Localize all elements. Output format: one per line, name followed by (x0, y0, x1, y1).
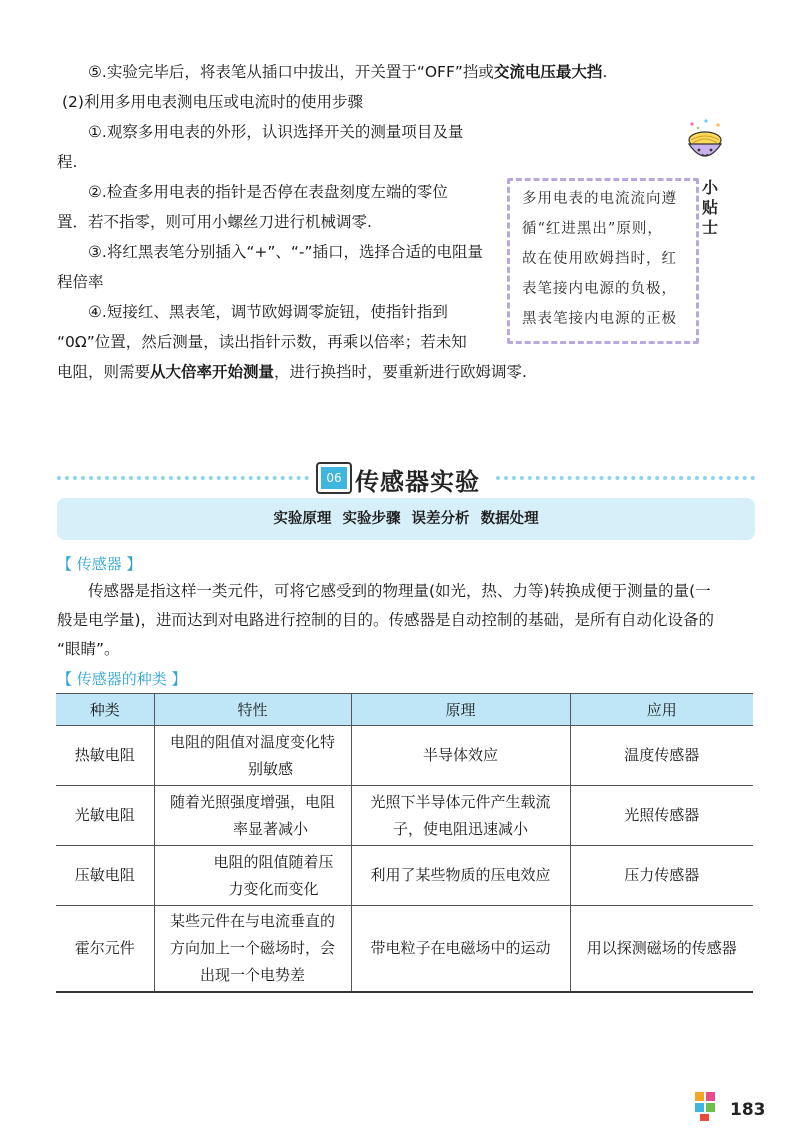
cell-use: 用以探测磁场的传感器 (570, 906, 753, 993)
step4-line3 (57, 362, 527, 382)
subheading-voltage-current: (2)利用多用电表测电压或电流时的使用步骤 (62, 93, 363, 111)
section-divider-right (496, 476, 755, 480)
cell-feature: 某些元件在与电流垂直的 方向加上一个磁场时，会 出现一个电势差 (154, 906, 351, 993)
header-principle: 原理 (351, 694, 570, 726)
publisher-logo-icon (691, 1090, 721, 1122)
tip-line-4: 表笔接内电源的负极， (522, 281, 677, 297)
section-title: 传感器实验 (355, 468, 480, 496)
cell-principle: 利用了某些物质的压电效应 (351, 846, 570, 906)
cell-type: 霍尔元件 (56, 906, 154, 993)
sensor-types-table (56, 693, 753, 993)
sensor-para-line3: “眼睛”。 (57, 640, 120, 658)
cell-feature: 电阻的阻值对温度变化特 别敏感 (154, 726, 351, 786)
mascot-bowl-icon (684, 118, 726, 170)
cell-type: 压敏电阻 (56, 846, 154, 906)
step4-text: 电阻，则需要 (57, 363, 151, 381)
step4-end: ，进行换挡时，要重新进行欧姆调零. (274, 363, 527, 381)
section-number-badge (316, 462, 352, 494)
cell-use: 压力传感器 (570, 846, 753, 906)
section-divider-left (57, 476, 309, 480)
table-row (56, 786, 753, 846)
step4-line2: “0Ω”位置，然后测量，读出指针示数，再乘以倍率；若未知 (57, 333, 467, 351)
cell-principle: 带电粒子在电磁场中的运动 (351, 906, 570, 993)
tip-line-5: 黑表笔接内电源的正极 (522, 311, 677, 327)
table-row (56, 726, 753, 786)
step4-bold: 从大倍率开始测量 (150, 363, 275, 381)
step3-line1: ③.将红黑表笔分别插入“+”、“-”插口，选择合适的电阻量 (88, 243, 484, 261)
step3-line2: 程倍率 (57, 273, 104, 291)
cell-type: 热敏电阻 (56, 726, 154, 786)
step5-bold: 交流电压最大挡 (493, 63, 603, 81)
tip-line-3: 故在使用欧姆挡时，红 (522, 251, 677, 267)
step2-line1: ②.检查多用电表的指针是否停在表盘刻度左端的零位 (88, 183, 448, 201)
cell-feature: 电阻的阻值随着压 力变化而变化 (154, 846, 351, 906)
sensor-para-line1: 传感器是指这样一类元件，可将它感受到的物理量(如光，热、力等)转换成便于测量的量(一 (88, 582, 711, 600)
cell-principle: 光照下半导体元件产生载流 子，使电阻迅速减小 (351, 786, 570, 846)
step1-line2: 程. (57, 153, 78, 171)
sensor-para-line2: 般是电学量)，进而达到对电路进行控制的目的。传感器是自动控制的基础，是所有自动化设备的 (57, 611, 715, 629)
sensor-types-label: 【 传感器的种类 】 (57, 670, 187, 688)
table-row (56, 906, 753, 993)
header-type: 种类 (56, 694, 154, 726)
tip-line-1: 多用电表的电流流向遵 (522, 191, 677, 207)
table-row (56, 846, 753, 906)
step5-line (88, 62, 607, 82)
step1-line1: ①.观察多用电表的外形，认识选择开关的测量项目及量 (88, 123, 464, 141)
section-topics-band: 实验原理 实验步骤 误差分析 数据处理 (57, 498, 755, 540)
cell-use: 温度传感器 (570, 726, 753, 786)
section-number: 06 (321, 467, 347, 489)
header-feature: 特性 (154, 694, 351, 726)
tip-box (507, 178, 699, 344)
step5-text: ⑤.实验完毕后，将表笔从插口中拔出，开关置于“OFF”挡或 (88, 63, 494, 81)
cell-feature: 随着光照强度增强，电阻 率显著减小 (154, 786, 351, 846)
cell-principle: 半导体效应 (351, 726, 570, 786)
tip-line-2: 循“红进黑出”原则， (522, 221, 663, 237)
page-number: 183 (730, 1100, 766, 1120)
step5-end: . (602, 63, 608, 81)
tip-title: 小贴士 (701, 178, 718, 237)
sensor-label: 【 传感器 】 (57, 555, 142, 573)
cell-use: 光照传感器 (570, 786, 753, 846)
cell-type: 光敏电阻 (56, 786, 154, 846)
step2-line2: 置．若不指零，则可用小螺丝刀进行机械调零. (57, 213, 372, 231)
table-header-row (56, 694, 753, 726)
step4-line1: ④.短接红、黑表笔，调节欧姆调零旋钮，使指针指到 (88, 303, 448, 321)
header-use: 应用 (570, 694, 753, 726)
